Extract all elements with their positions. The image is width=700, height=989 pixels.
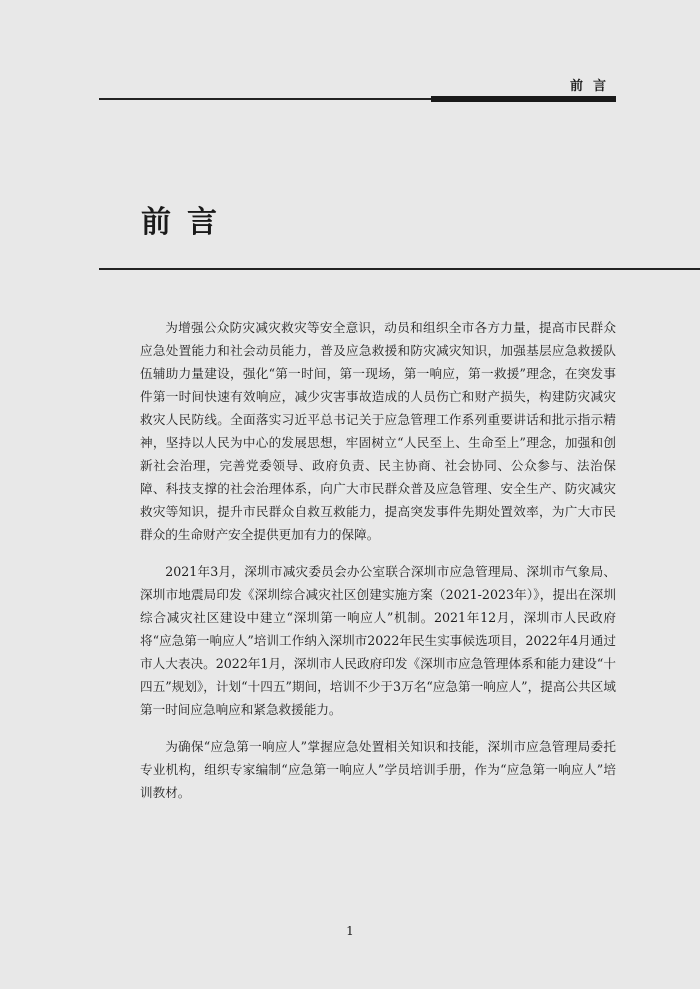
preface-body [140,316,616,818]
header-rule-thick [431,96,616,102]
chapter-title: 前言 [141,205,233,240]
paragraph-3: 为确保“应急第一响应人”掌握应急处置相关知识和技能，深圳市应急管理局委托专业机构，组织专家编制“应急第一响应人”学员培训手册，作为“应急第一响应人”培训教材。 [140,739,616,800]
running-header-title: 前言 [569,79,616,94]
paragraph-1: 为增强公众防灾减灾救灾等安全意识，动员和组织全市各方力量，提高市民群众应急处置能力和社会动员能力，普及应急救援和防灾减灾知识，加强基层应急救援队伍辅助力量建设，强化“第一时间，第一现场，第一响应，第一救援”理念，在突发事件第一时间快速有效响应，减少灾害事故造成的人员伤亡和财产损失，构建防灾减灾救灾人民防线。全面落实习近平总书记关于应急管理工作系列重要讲话和批示指示精神，坚持以人民为中心的发展思想，牢固树立“人民至上、生命至上”理念，加强和创新社会治理，完善党委领导、政府负责、民主协商、社会协同、公众参与、法治保障、科技支撑的社会治理体系，向广大市民群众普及应急管理、安全生产、防灾减灾救灾等知识，提升市民群众自救互救能力，提高突发事件先期处置效率，为广大市民群众的生命财产安全提供更加有力的保障。 [140,320,616,542]
page-number: 1 [346,924,354,938]
chapter-title-rule [99,268,700,270]
paragraph-2: 2021年3月，深圳市减灾委员会办公室联合深圳市应急管理局、深圳市气象局、深圳市地震局印发《深圳综合减灾社区创建实施方案（2021-2023年）》，提出在深圳综合减灾社区建设中建立“深圳第一响应人”机制。2021年12月，深圳市人民政府将“应急第一响应人”培训工作纳入深圳市2022年民生实事候选项目，2022年4月通过市人大表决。2022年1月，深圳市人民政府印发《深圳市应急管理体系和能力建设“十四五”规划》，计划“十四五”期间，培训不少于3万名“应急第一响应人”，提高公共区域第一时间应急响应和紧急救援能力。 [140,564,616,717]
header-rule-thin [99,98,431,100]
